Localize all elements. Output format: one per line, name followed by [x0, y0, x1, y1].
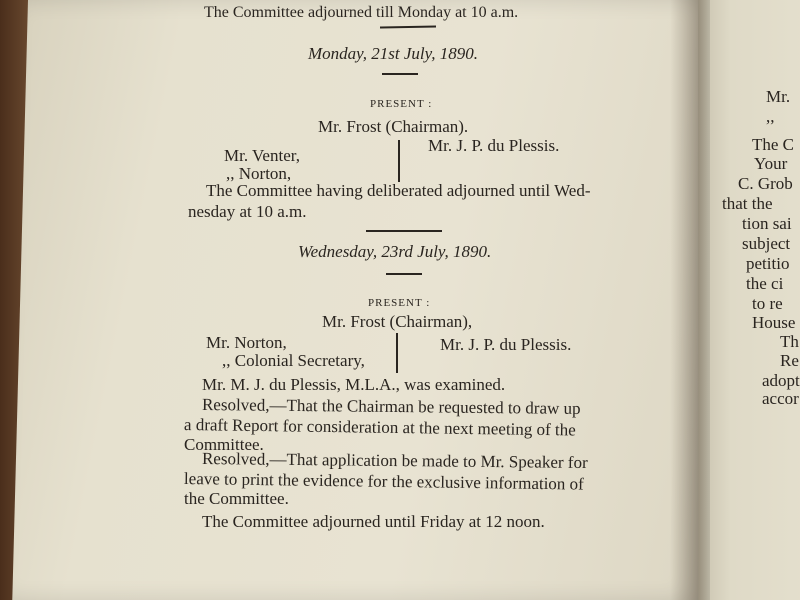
meeting-date: Monday, 21st July, 1890.: [308, 44, 478, 63]
right-page-fragment: The C: [752, 135, 795, 154]
right-page-fragment: subject: [742, 234, 791, 253]
minute-text: the Committee.: [184, 489, 289, 508]
right-page-fragment: Mr.: [766, 87, 791, 106]
chairman-line: Mr. Frost (Chairman),: [322, 312, 473, 331]
right-page-fragment: tion sai: [742, 214, 792, 233]
member-left: Mr. Venter,: [224, 146, 300, 165]
minute-text: Resolved,—That application be made to Mr. Speaker for: [201, 449, 588, 473]
present-heading: PRESENT :: [370, 98, 433, 110]
chairman-line: Mr. Frost (Chairman).: [318, 117, 469, 136]
member-left: ,, Norton,: [226, 164, 292, 183]
right-page-fragment: Th: [780, 332, 799, 351]
right-page-fragment: C. Grob: [738, 174, 793, 193]
cut-off-line: The Committee adjourned till Monday at 10 a.m.: [204, 4, 519, 21]
member-right: Mr. J. P. du Plessis.: [440, 335, 572, 354]
minute-text: a draft Report for consideration at the next meeting of the: [183, 415, 576, 440]
right-page-fragment: Your: [754, 154, 788, 173]
right-page-fragment: the ci: [746, 274, 784, 293]
divider-rule: [366, 230, 442, 232]
member-brace: [396, 333, 398, 373]
minute-text: leave to print the evidence for the exclusive information of: [183, 469, 584, 494]
right-page-fragment: accor: [762, 389, 799, 408]
member-brace: [398, 140, 400, 182]
right-page-fragment: ,,: [766, 107, 775, 126]
meeting-date: Wednesday, 23rd July, 1890.: [298, 242, 492, 261]
right-page-fragment: that the: [722, 194, 773, 213]
divider-rule: [386, 273, 422, 275]
divider-rule: [380, 26, 436, 29]
minute-text: nesday at 10 a.m.: [188, 202, 307, 221]
member-right: Mr. J. P. du Plessis.: [428, 136, 560, 155]
member-left: Mr. Norton,: [206, 333, 287, 352]
member-left: ,, Colonial Secretary,: [222, 351, 365, 370]
minute-text: Resolved,—That the Chairman be requested to draw up: [201, 395, 581, 418]
right-page-fragment: adopt: [762, 371, 800, 390]
minute-text: Committee.: [184, 435, 264, 454]
right-page-fragment: petitio: [746, 254, 790, 273]
right-page-fragment: Re: [780, 351, 799, 370]
minute-text: The Committee adjourned until Friday at 12 noon.: [202, 512, 545, 531]
divider-rule: [382, 73, 418, 75]
right-page-fragment: to re: [752, 294, 783, 313]
minute-text: The Committee having deliberated adjourned until Wed-: [206, 181, 591, 200]
present-heading: PRESENT :: [368, 297, 431, 309]
minute-text: Mr. M. J. du Plessis, M.L.A., was examined.: [202, 375, 506, 394]
right-page-fragment: House: [752, 313, 796, 332]
